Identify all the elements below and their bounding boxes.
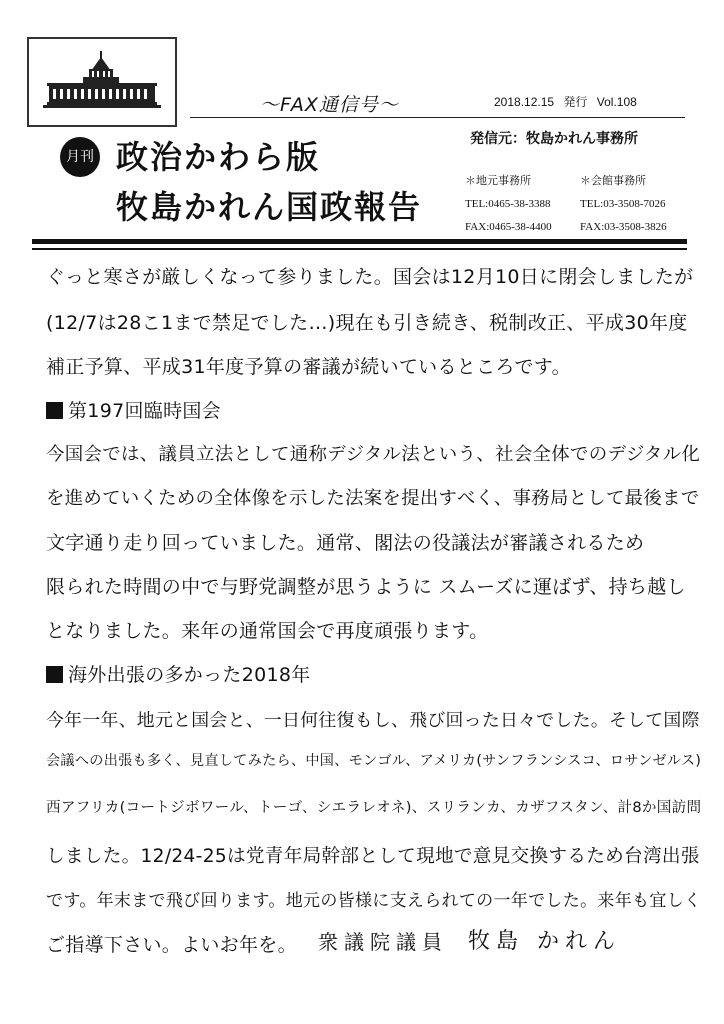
header-rule-thick: [32, 239, 687, 244]
section-heading-extraordinary-session: 第197回臨時国会: [46, 396, 221, 423]
section2-line: 会議への出張も多く、見直してみたら、中国、モンゴル、アメリカ(サンフランシスコ、ロサンゼルス): [46, 753, 702, 769]
issue-volume: Vol.108: [596, 95, 637, 109]
monthly-badge: 月刊: [60, 137, 100, 177]
title-line-1: 政治かわら版: [116, 138, 321, 176]
section2-line: です。年末まで飛び回ります。地元の皆様に支えられての一年でした。来年も宜しく: [46, 891, 702, 911]
signature-name: 牧島 かれん: [468, 929, 621, 954]
fax-title: ～FAX通信号～: [260, 94, 399, 116]
section-heading-overseas-trips: 海外出張の多かった2018年: [46, 660, 311, 687]
section1-line: 今国会では、議員立法として通称デジタル法という、社会全体でのデジタル化: [46, 444, 701, 465]
section2-line: 今年一年、地元と国会と、一日何往復もし、飛び回った日々でした。そして国際: [46, 710, 700, 731]
section2-line: ご指導下さい。よいお年を。: [46, 934, 297, 956]
section2-line: しました。12/24-25は党青年局幹部として現地で意見交換するため台湾出張: [46, 846, 700, 867]
section1-line: となりました。来年の通常国会で再度頑張ります。: [46, 620, 489, 642]
issue-info: [494, 93, 643, 110]
local-office: [465, 170, 552, 239]
local-office-fax: FAX:0465-38-4400: [465, 221, 552, 233]
sender: 発信元：牧島かれん事務所: [470, 131, 638, 147]
diet-office-name: ＊会館事務所: [580, 175, 646, 187]
diet-office: [580, 170, 667, 239]
signature-title: 衆議院議員: [318, 930, 448, 954]
diet-building-logo: [27, 37, 177, 127]
title-line-2: 牧島かれん国政報告: [116, 188, 423, 226]
issue-label: 発行: [563, 95, 588, 109]
diet-office-fax: FAX:03-3508-3826: [580, 221, 667, 233]
local-office-name: ＊地元事務所: [465, 175, 531, 187]
section2-line: 西アフリカ(コートジボワール、トーゴ、シエラレオネ)、スリランカ、カザフスタン、計8か国訪問: [46, 799, 702, 816]
section1-line: 文字通り走り回っていました。通常、閣法の役議法が審議されるため: [46, 532, 645, 554]
intro-line: 補正予算、平成31年度予算の審議が続いているところです。: [46, 356, 571, 378]
diet-building-icon: [29, 39, 175, 125]
local-office-tel: TEL:0465-38-3388: [465, 198, 551, 210]
header-rule-thin: [32, 248, 687, 250]
intro-line: (12/7は28こ1まで禁足でした…)現在も引き続き、税制改正、平成30年度: [46, 312, 688, 334]
issue-date: 2018.12.15: [494, 95, 555, 109]
diet-office-tel: TEL:03-3508-7026: [580, 198, 666, 210]
section1-line: 限られた時間の中で与野党調整が思うように スムーズに運ばず、持ち越し: [46, 576, 686, 598]
section1-line: を進めていくための全体像を示した法案を提出すべく、事務局として最後まで: [46, 488, 700, 509]
intro-line: ぐっと寒さが厳しくなって参りました。国会は12月10日に閉会しましたが: [46, 266, 694, 288]
header-divider: [190, 117, 685, 118]
